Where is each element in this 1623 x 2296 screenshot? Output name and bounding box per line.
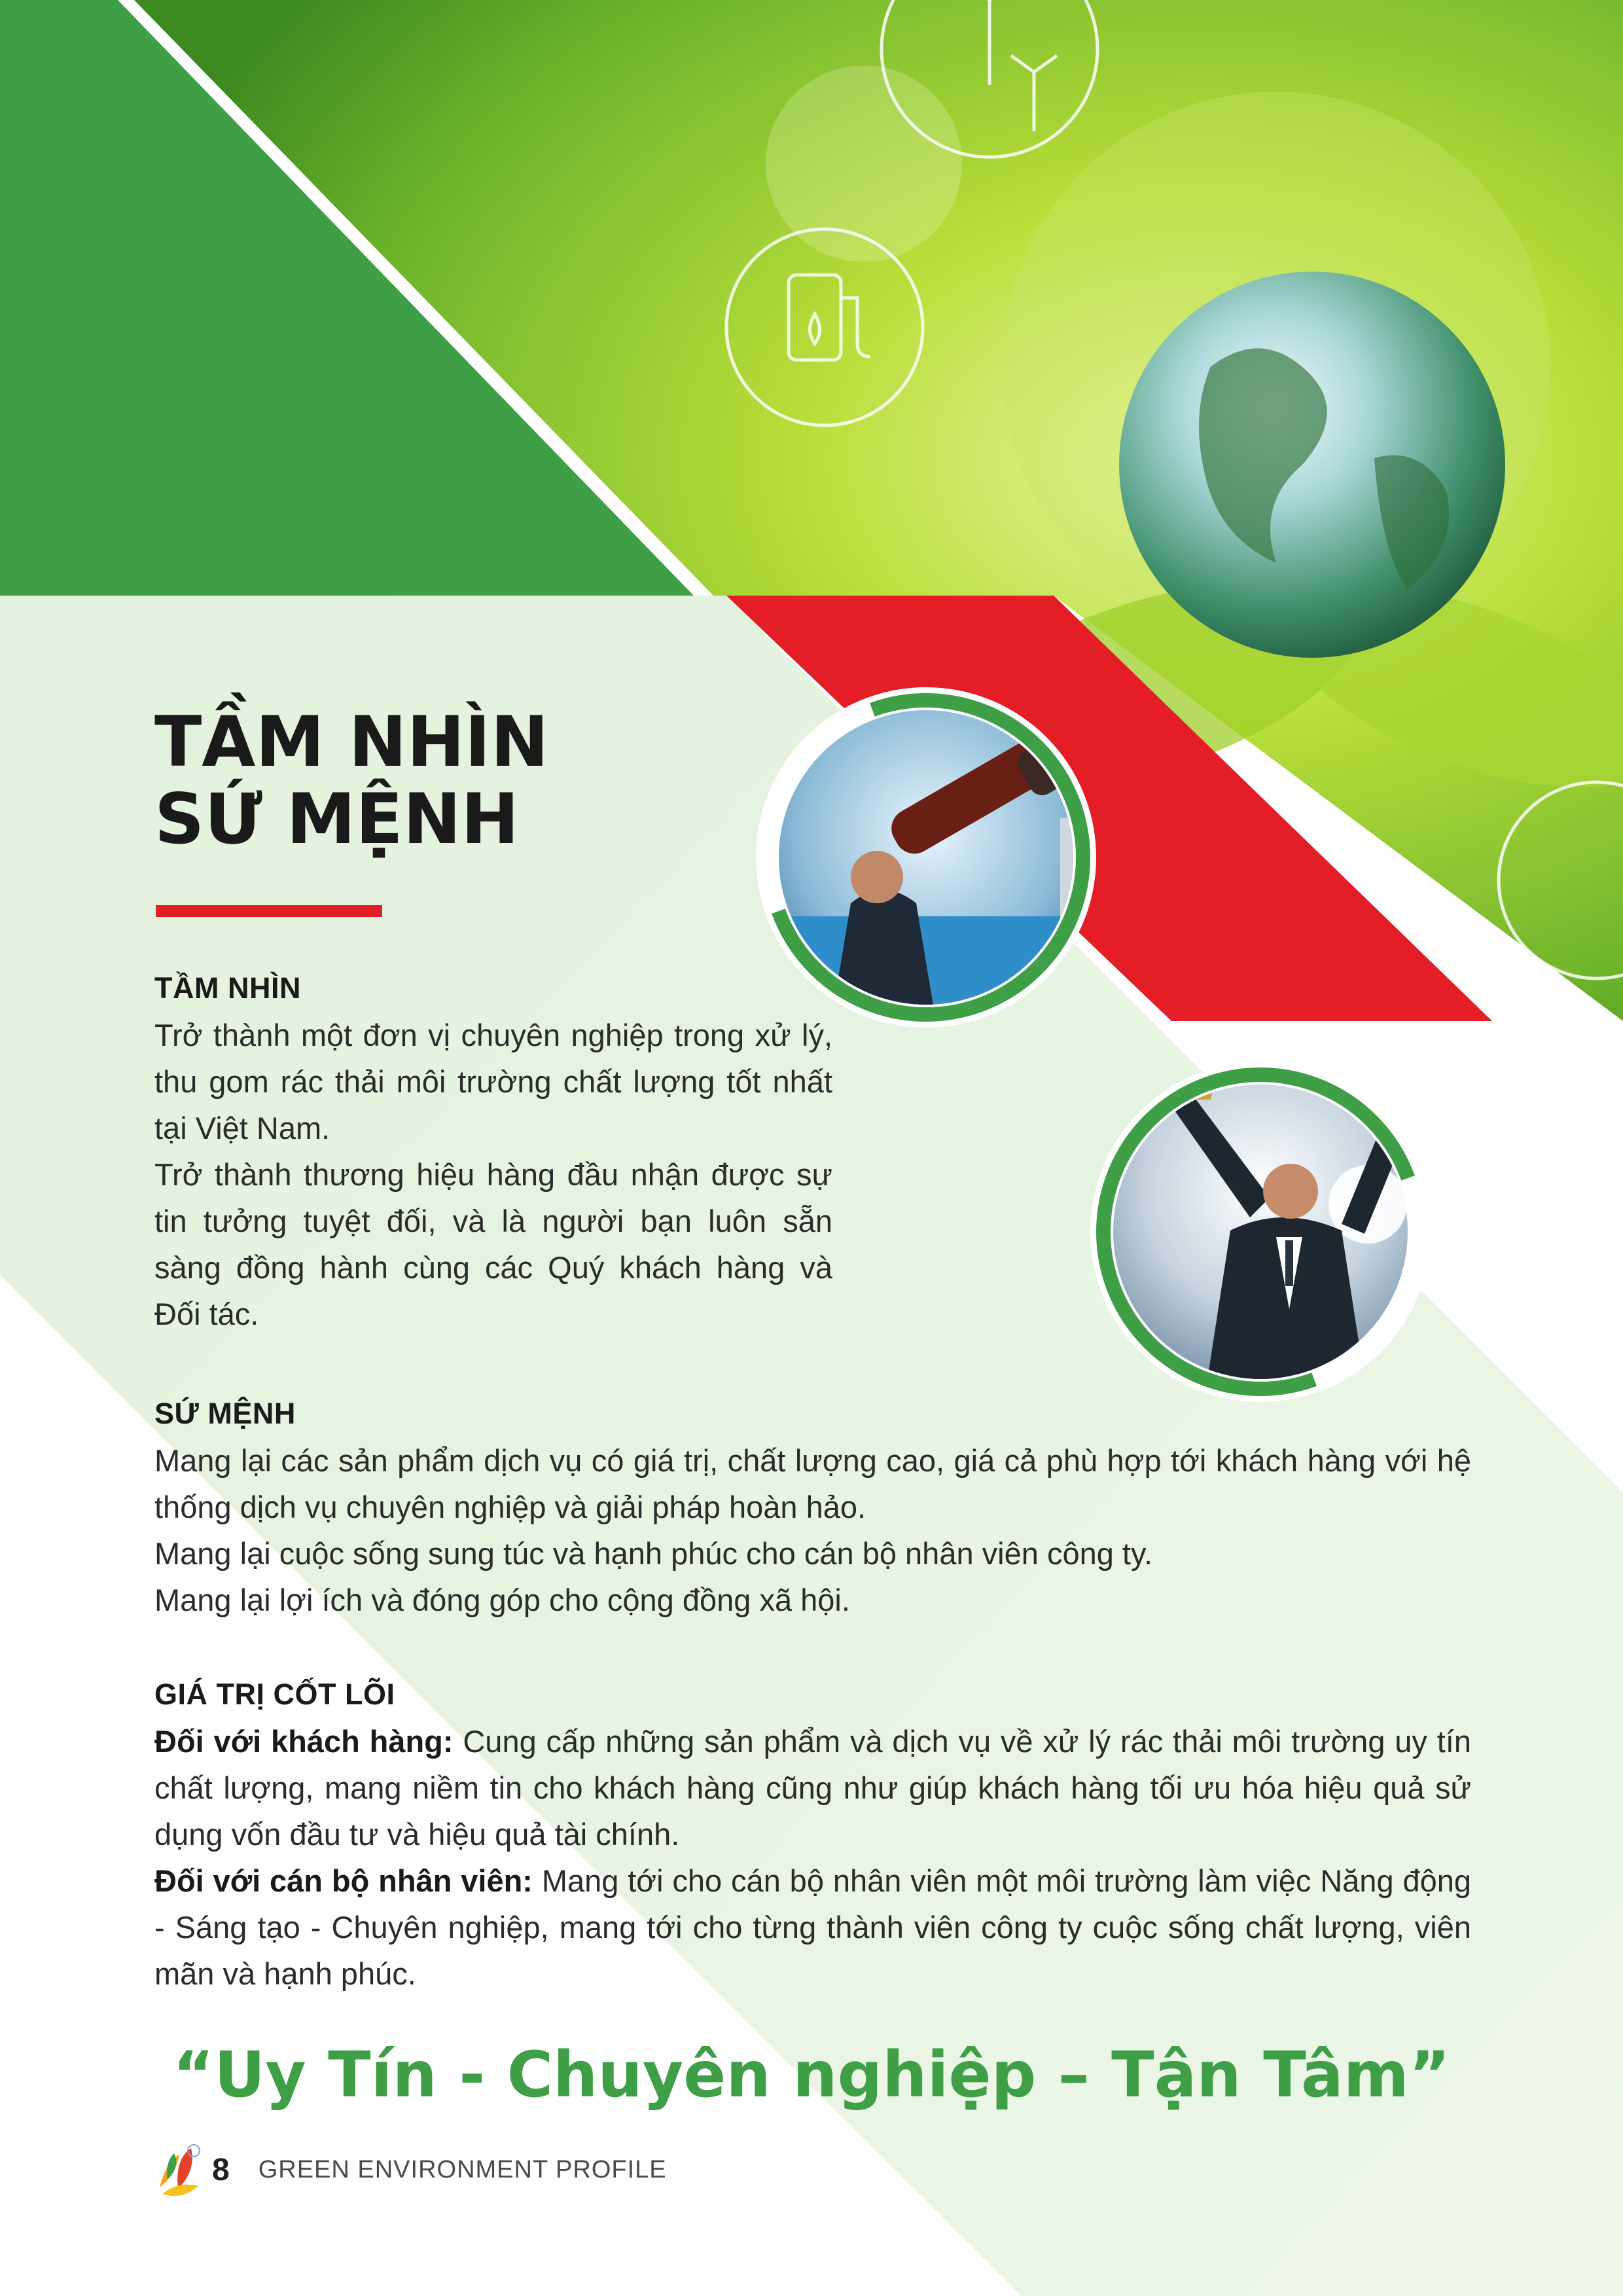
core-value-employees-label: Đối với cán bộ nhân viên:: [154, 1863, 533, 1898]
mission-paragraph-1: Mang lại các sản phẩm dịch vụ có giá trị, chất lượng cao, giá cả phù hợp tới khách hàng với hệ thống dịch vụ chuyên nghiệp và giải pháp hoàn hảo.: [154, 1443, 1471, 1524]
core-values-heading: GIÁ TRỊ CỐT LÕI: [154, 1677, 395, 1711]
vision-section: [154, 965, 832, 1337]
mission-heading: SỨ MỆNH: [154, 1397, 296, 1430]
vision-paragraph-1: Trở thành một đơn vị chuyên nghiệp trong xử lý, thu gom rác thải môi trường chất lượng tốt nhất tại Việt Nam.: [154, 1018, 832, 1145]
page-number: 8: [212, 2152, 230, 2187]
title-line-1: TẦM NHÌN: [154, 702, 549, 782]
core-values-section: [154, 1671, 1471, 1997]
leaf-logo-icon: [153, 2142, 203, 2198]
core-value-customers: [154, 1718, 1471, 1857]
title-underline: [156, 905, 382, 917]
vision-paragraph-2: Trở thành thương hiệu hàng đầu nhận được sự tin tưởng tuyệt đối, và là người bạn luôn sẵn sàng đồng hành cùng các Quý khách hàng và Đối tác.: [154, 1157, 832, 1331]
mission-paragraph-2: Mang lại cuộc sống sung túc và hạnh phúc cho cán bộ nhân viên công ty.: [154, 1536, 1153, 1571]
mission-paragraph-3: Mang lại lợi ích và đóng góp cho cộng đồng xã hội.: [154, 1583, 850, 1617]
core-value-employees-text: Mang tới cho cán bộ nhân viên một môi trường làm việc Năng động - Sáng tạo - Chuyên nghiệp, mang tới cho từng thành viên công ty cuộc sống chất lượng, viên mãn và hạnh phúc.: [154, 1863, 1471, 1991]
company-slogan: “Uy Tín - Chuyên nghiệp – Tận Tâm”: [173, 2038, 1450, 2111]
core-value-customers-label: Đối với khách hàng:: [154, 1724, 454, 1759]
mission-section: [154, 1390, 1471, 1623]
title-line-2: SỨ MỆNH: [154, 779, 520, 859]
page-title: [154, 704, 548, 858]
vision-heading: TẦM NHÌN: [154, 971, 301, 1005]
page-footer: [153, 2140, 667, 2199]
core-value-customers-text: Cung cấp những sản phẩm và dịch vụ về xử lý rác thải môi trường uy tín chất lượng, mang niềm tin cho khách hàng cũng như giúp khách hàng tối ưu hóa hiệu quả sử dụng vốn đầu tư và hiệu quả tài chính.: [154, 1724, 1471, 1852]
profile-name: GREEN ENVIRONMENT PROFILE: [258, 2155, 667, 2183]
core-value-employees: [154, 1857, 1471, 1997]
